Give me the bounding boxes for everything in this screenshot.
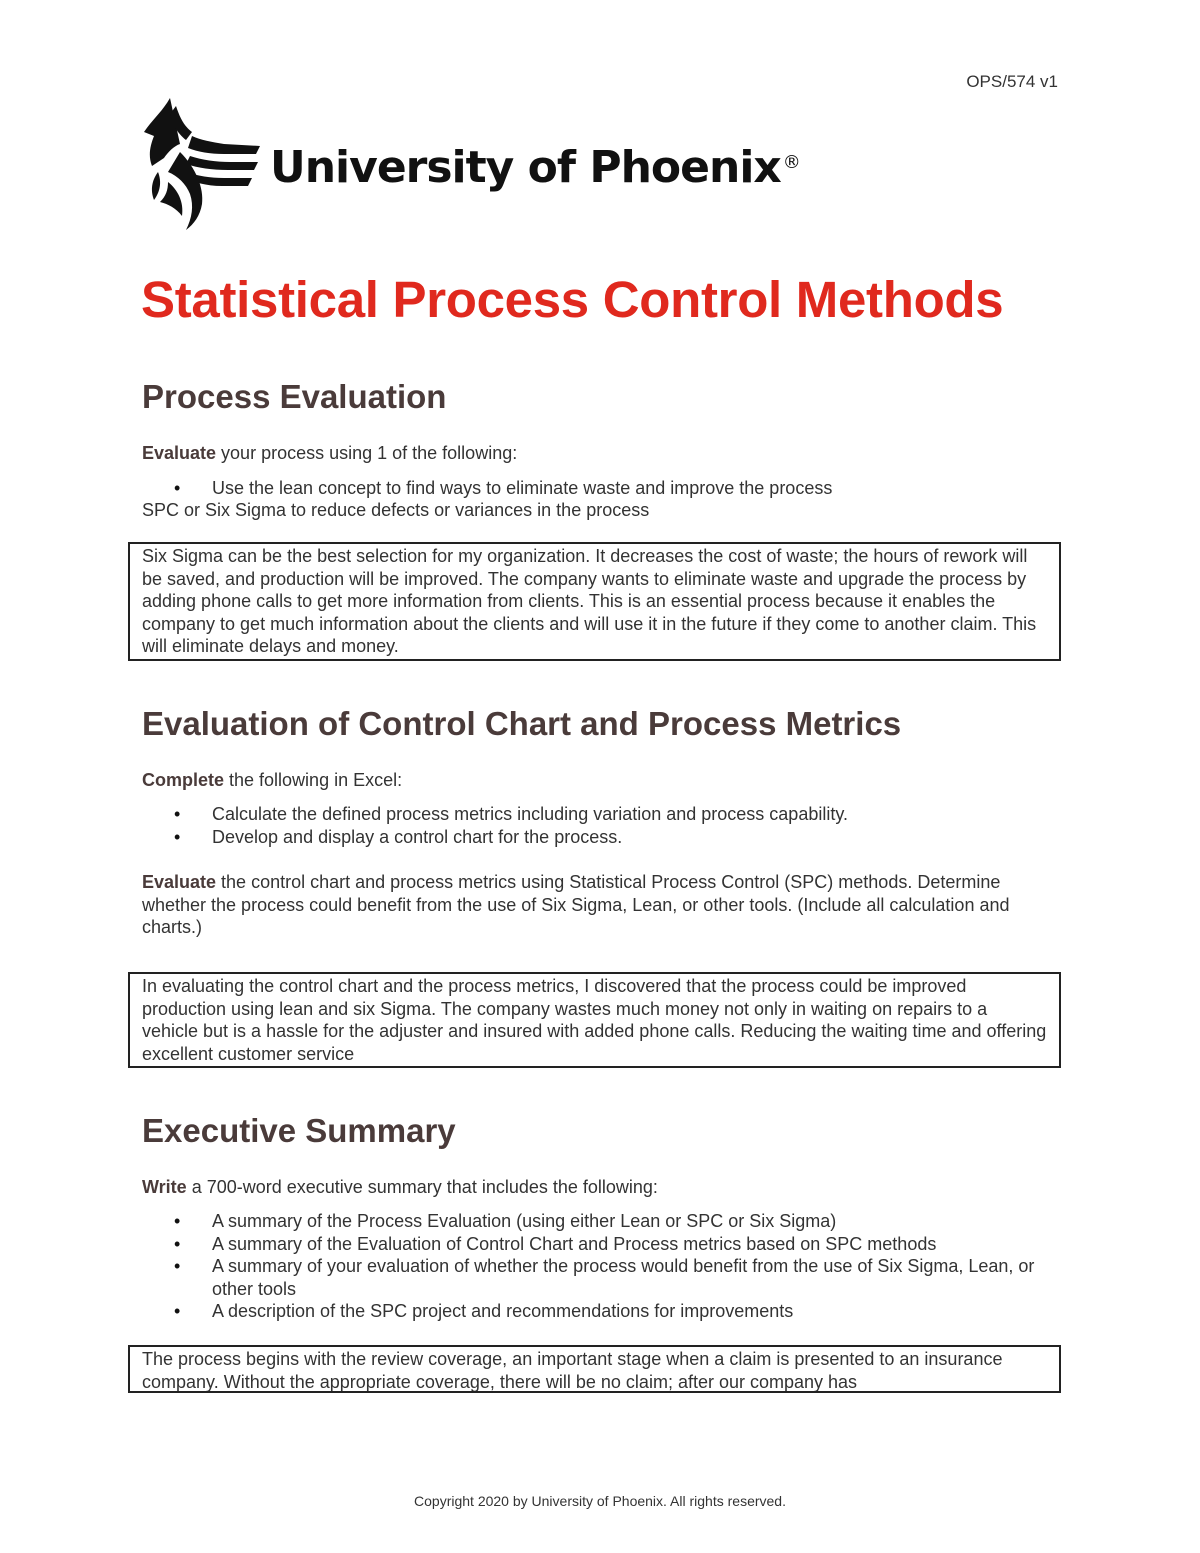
copyright-footer: Copyright 2020 by University of Phoenix. All rights reserved. [414,1493,786,1509]
bullet-dot-icon: • [174,478,181,498]
list-item: • Calculate the defined process metrics including variation and process capability. [174,804,849,824]
control-chart-answer-box[interactable]: In evaluating the control chart and the process metrics, I discovered that the process could be improved production using lean and six Sigma. The company wastes much money not only in waiting on repairs to a vehicle but is a hassle for the adjuster and insured with added phone calls. Reducing the waiting time and offering excellent customer service [128,972,1061,1068]
list-item: • Develop and display a control chart for the process. [174,826,623,847]
section-heading-control-chart: Evaluation of Control Chart and Process Metrics [142,705,902,742]
list-item: • Use the lean concept to find ways to eliminate waste and improve the process [174,478,833,498]
process-evaluation-answer-box[interactable]: Six Sigma can be the best selection for my organization. It decreases the cost of waste; the hours of rework will be saved, and production will be improved. The company wants to eliminate waste and upgrade the process by adding phone calls to get more information from clients. This is an essential process because it enables the company to get much information about the clients and will use it in the future if they come to another claim. This will eliminate delays and money. [128,542,1061,661]
executive-summary-answer-box[interactable]: The process begins with the review coverage, an important stage when a claim is presented to an insurance company. Without the appropriate coverage, there will be no claim; after our company has [128,1345,1061,1393]
bullet-dot-icon: • [174,1211,181,1231]
course-code: OPS/574 v1 [966,72,1058,91]
executive-summary-instruction: Write a 700-word executive summary that includes the following: [142,1177,658,1197]
control-chart-evaluate-instruction: Evaluate the control chart and process metrics using Statistical Process Control (SPC) methods. Determine whether the process could benefit from the use of Six Sigma, Lean, or other tools. (Include all calculation and charts.) [142,872,1010,937]
list-item: • A summary of the Evaluation of Control Chart and Process metrics based on SPC methods [174,1233,937,1254]
executive-summary-requirements [142,1210,1042,1323]
bullet-dot-icon: • [174,804,181,824]
phoenix-bird-icon [140,92,262,232]
process-evaluation-option-2: SPC or Six Sigma to reduce defects or variances in the process [142,500,650,520]
list-item: • A summary of the Process Evaluation (using either Lean or SPC or Six Sigma) [174,1211,837,1231]
bullet-dot-icon: • [174,1256,181,1276]
document-title: Statistical Process Control Methods [141,271,1004,328]
university-logo [140,92,800,232]
process-evaluation-options [142,477,832,500]
section-heading-process-evaluation: Process Evaluation [142,378,447,415]
bullet-dot-icon: • [174,1233,181,1254]
list-item: • A description of the SPC project and recommendations for improvements [174,1301,794,1321]
control-chart-tasks [142,803,848,848]
process-evaluation-instruction: Evaluate your process using 1 of the following: [142,443,518,463]
bullet-dot-icon: • [174,1301,181,1321]
university-name: University of Phoenix ® [270,141,800,193]
bullet-dot-icon: • [174,826,181,847]
list-item: • A summary of your evaluation of whether the process would benefit from the use of Six Sigma, Lean, or other tools [174,1256,1035,1299]
section-heading-executive-summary: Executive Summary [142,1112,456,1149]
control-chart-instruction: Complete the following in Excel: [142,770,403,790]
